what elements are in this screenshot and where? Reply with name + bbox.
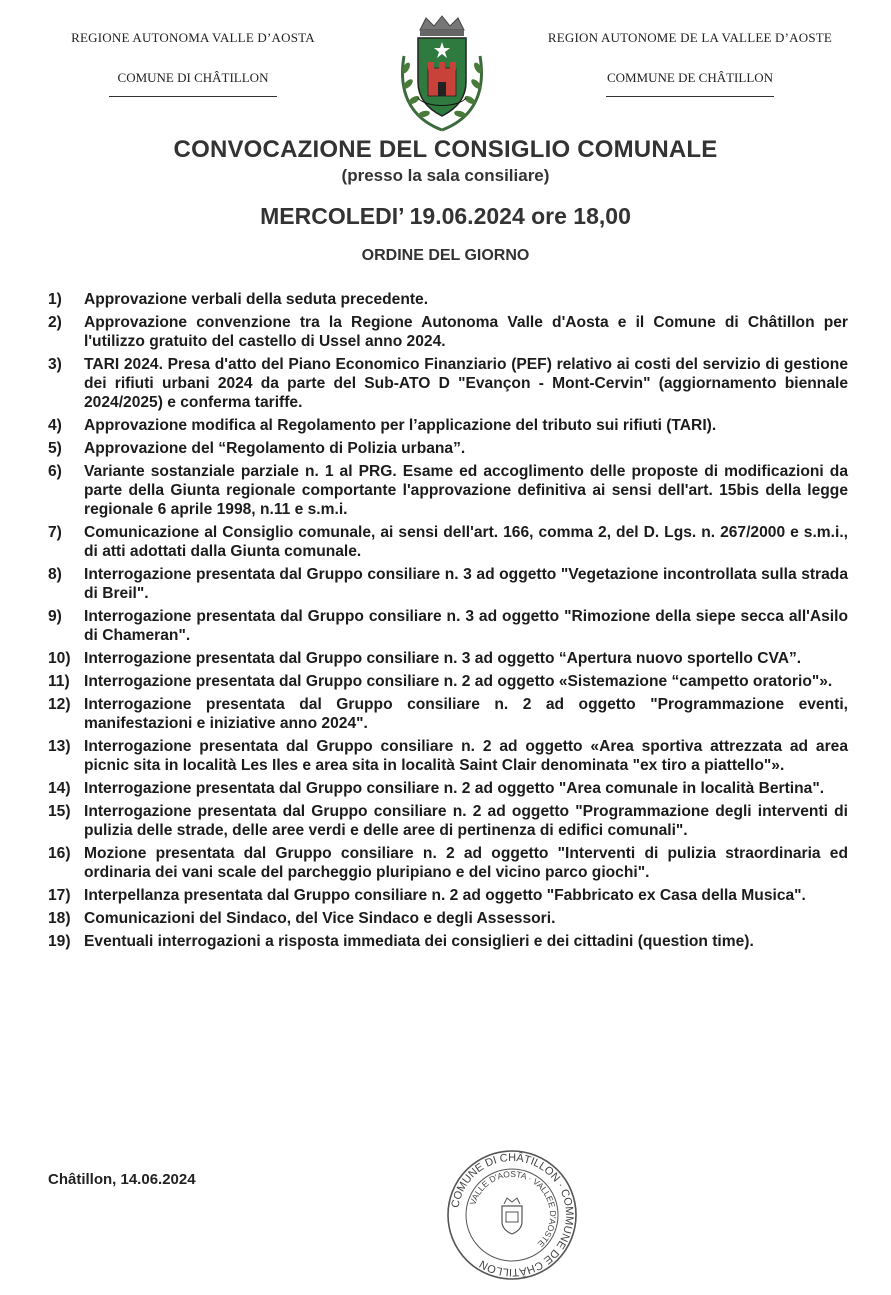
agenda-item — [48, 462, 848, 519]
agenda-item — [48, 672, 848, 691]
agenda-item — [48, 523, 848, 561]
left-region-name: REGIONE AUTONOMA VALLE D’AOSTA — [71, 30, 315, 45]
agenda-item-text: Eventuali interrogazioni a risposta immediata dei consiglieri e dei cittadini (question time). — [84, 933, 754, 950]
left-commune-name: COMUNE DI CHÂTILLON — [117, 70, 269, 85]
agenda-item-number: 18) — [48, 910, 71, 927]
agenda-item-number: 19) — [48, 933, 71, 950]
agenda-item-number: 1) — [48, 291, 62, 308]
agenda-item — [48, 439, 848, 458]
agenda-item-text: Approvazione verbali della seduta precedente. — [84, 291, 429, 308]
agenda-item-text: Approvazione modifica al Regolamento per l’applicazione del tributo sui rifiuti (TARI). — [84, 417, 717, 434]
document-title: CONVOCAZIONE DEL CONSIGLIO COMUNALE — [173, 136, 718, 163]
agenda-item — [48, 649, 848, 668]
agenda-item — [48, 695, 848, 733]
agenda-heading: ORDINE DEL GIORNO — [361, 247, 530, 264]
agenda-item-text: Comunicazioni del Sindaco, del Vice Sindaco e degli Assessori. — [84, 910, 556, 927]
agenda-item-number: 6) — [48, 463, 62, 480]
agenda-item — [48, 607, 848, 645]
agenda-item-number: 17) — [48, 887, 71, 904]
agenda-item — [48, 290, 848, 309]
document-subtitle: (presso la sala consiliare) — [341, 166, 550, 185]
agenda-item-number: 13) — [48, 738, 71, 755]
agenda-item-text: Mozione presentata dal Gruppo consiliare n. 2 ad oggetto "Interventi di pulizia straordinaria ed ordinaria dei vani scale del parcheggio pluripiano e del vicino parco giochi". — [84, 845, 848, 881]
agenda-item — [48, 932, 848, 951]
left-divider — [109, 96, 277, 97]
agenda-item-number: 8) — [48, 566, 62, 583]
agenda-list — [48, 290, 848, 955]
agenda-item-number: 10) — [48, 650, 71, 667]
agenda-item-text: Interrogazione presentata dal Gruppo consiliare n. 2 ad oggetto "Programmazione eventi, manifestazioni e iniziative anno 2024". — [84, 696, 848, 732]
agenda-item-number: 11) — [48, 673, 70, 690]
right-commune-name: COMMUNE DE CHÂTILLON — [606, 70, 774, 85]
agenda-item-number: 3) — [48, 356, 62, 373]
agenda-item-text: Interrogazione presentata dal Gruppo consiliare n. 2 ad oggetto «Area sportiva attrezzata ad area picnic sita in località Les Iles e area sita in località Saint Clair denominata "ex tiro a piattello"». — [84, 738, 848, 774]
agenda-item-text: Interrogazione presentata dal Gruppo consiliare n. 3 ad oggetto “Apertura nuovo sportello CVA”. — [84, 650, 802, 667]
agenda-item-text: Approvazione del “Regolamento di Polizia urbana”. — [84, 440, 466, 457]
agenda-item-number: 5) — [48, 440, 62, 457]
agenda-item-number: 16) — [48, 845, 71, 862]
agenda-item-number: 12) — [48, 696, 71, 713]
agenda-item-text: TARI 2024. Presa d'atto del Piano Economico Finanziario (PEF) relativo ai costi del servizio di gestione dei rifiuti urbani 2024 da parte del Sub-ATO D "Evançon - Mont-Cervin" (aggiornamento biennale 2024/2025) e conferma tariffe. — [84, 356, 848, 411]
svg-text:VALLE D'AOSTA · VALLEE D'AOSTE — [468, 1169, 559, 1249]
agenda-item-text: Approvazione convenzione tra la Regione Autonoma Valle d'Aosta e il Comune di Châtillon per l'utilizzo gratuito del castello di Ussel anno 2024. — [84, 314, 848, 350]
agenda-item-text: Interpellanza presentata dal Gruppo consiliare n. 2 ad oggetto "Fabbricato ex Casa della Musica". — [84, 887, 806, 904]
agenda-item-number: 4) — [48, 417, 62, 434]
agenda-item-text: Interrogazione presentata dal Gruppo consiliare n. 3 ad oggetto "Vegetazione incontrollata sulla strada di Breil". — [84, 566, 848, 602]
agenda-item — [48, 844, 848, 882]
agenda-item — [48, 416, 848, 435]
stamp-inner-text: VALLE D'AOSTA · VALLEE D'AOSTE — [467, 1168, 559, 1250]
agenda-item-text: Interrogazione presentata dal Gruppo consiliare n. 3 ad oggetto "Rimozione della siepe secca all'Asilo di Chameran". — [84, 608, 848, 644]
agenda-item — [48, 355, 848, 412]
agenda-item — [48, 565, 848, 603]
agenda-item-number: 14) — [48, 780, 71, 797]
agenda-item — [48, 313, 848, 351]
header-left — [28, 30, 358, 97]
place-and-date: Châtillon, 14.06.2024 — [48, 1171, 196, 1188]
agenda-item-text: Comunicazione al Consiglio comunale, ai sensi dell'art. 166, comma 2, del D. Lgs. n. 267/2000 e s.m.i., di atti adottati dalla Giunta comunale. — [84, 524, 848, 560]
meeting-date: MERCOLEDI’ 19.06.2024 ore 18,00 — [260, 203, 631, 229]
agenda-item-number: 7) — [48, 524, 62, 541]
agenda-item-text: Interrogazione presentata dal Gruppo consiliare n. 2 ad oggetto "Programmazione degli interventi di pulizia delle strade, delle aree verdi e delle aree di pertinenza di edifici comunali". — [84, 803, 848, 839]
agenda-item — [48, 802, 848, 840]
agenda-item-text: Interrogazione presentata dal Gruppo consiliare n. 2 ad oggetto "Area comunale in località Bertina". — [84, 780, 825, 797]
agenda-item-number: 9) — [48, 608, 62, 625]
agenda-item-number: 2) — [48, 314, 62, 331]
agenda-item-text: Variante sostanziale parziale n. 1 al PRG. Esame ed accoglimento delle proposte di modificazioni da parte della Giunta regionale comportante l'approvazione definitiva ai sensi dell'art. 15bis della legge regionale 6 aprile 1998, n.11 e s.m.i. — [84, 463, 848, 518]
agenda-item — [48, 886, 848, 905]
municipal-stamp-icon — [445, 1148, 579, 1282]
right-region-name: REGION AUTONOME DE LA VALLEE D’AOSTE — [547, 30, 833, 45]
agenda-item — [48, 779, 848, 798]
agenda-item-text: Interrogazione presentata dal Gruppo consiliare n. 2 ad oggetto «Sistemazione “campetto oratorio"». — [84, 673, 833, 690]
header-right — [525, 30, 855, 97]
agenda-item — [48, 909, 848, 928]
coat-of-arms-icon — [392, 12, 492, 136]
agenda-item-number: 15) — [48, 803, 71, 820]
stamp-outer-text: COMUNE DI CHÂTILLON · COMMUNE DE CHÂTILLON — [449, 1151, 576, 1279]
right-divider — [606, 96, 774, 97]
agenda-item — [48, 737, 848, 775]
